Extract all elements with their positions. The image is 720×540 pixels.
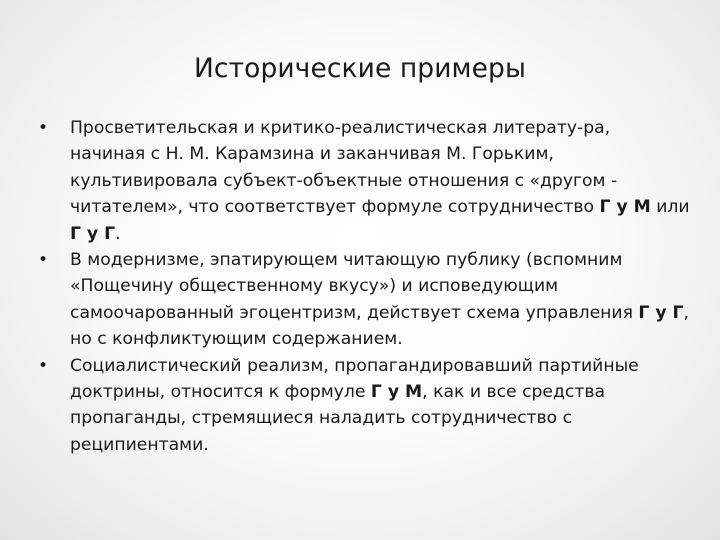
- bullet-icon: •: [38, 250, 49, 271]
- bullet-item: [38, 247, 690, 353]
- slide-title: Исторические примеры: [194, 53, 526, 84]
- bullet-text: [70, 250, 689, 349]
- bullet-item: [38, 353, 690, 459]
- bullet-icon: •: [38, 118, 49, 138]
- text-run: , как и все средства пропаганды, стремящиеся наладить сотрудничество с реципиентами.: [70, 382, 606, 455]
- formula-bold: Г у Г: [70, 223, 116, 244]
- bullet-item: [38, 115, 690, 247]
- text-run: или: [650, 197, 690, 218]
- bullet-text: [70, 118, 690, 244]
- text-run: Просветительская и критико-реалистическая литерату-ра, начиная с Н. М. Карамзина и заканчивая М. Горьким, культивировала субъект-объектные отношения с «другом - читателем», что соответствует формуле сотрудничество: [70, 118, 618, 218]
- text-run: , но с конфликтующим содержанием.: [70, 302, 689, 350]
- bullet-icon: •: [38, 355, 49, 376]
- text-run: .: [115, 223, 121, 244]
- text-run: Социалистический реализм, пропагандировавший партийные доктрины, относится к формуле: [70, 355, 639, 403]
- formula-bold: Г у М: [599, 197, 651, 218]
- formula-bold: Г у Г: [638, 302, 684, 323]
- text-run: В модернизме, эпатирующем читающую публику (вспомним «Пощечину общественному вкусу») и исповедующим самоочарованный эгоцентризм, действует схема управления: [70, 250, 639, 323]
- bullet-text: [70, 356, 639, 455]
- formula-bold: Г у М: [370, 382, 423, 403]
- bullet-list: [38, 115, 690, 458]
